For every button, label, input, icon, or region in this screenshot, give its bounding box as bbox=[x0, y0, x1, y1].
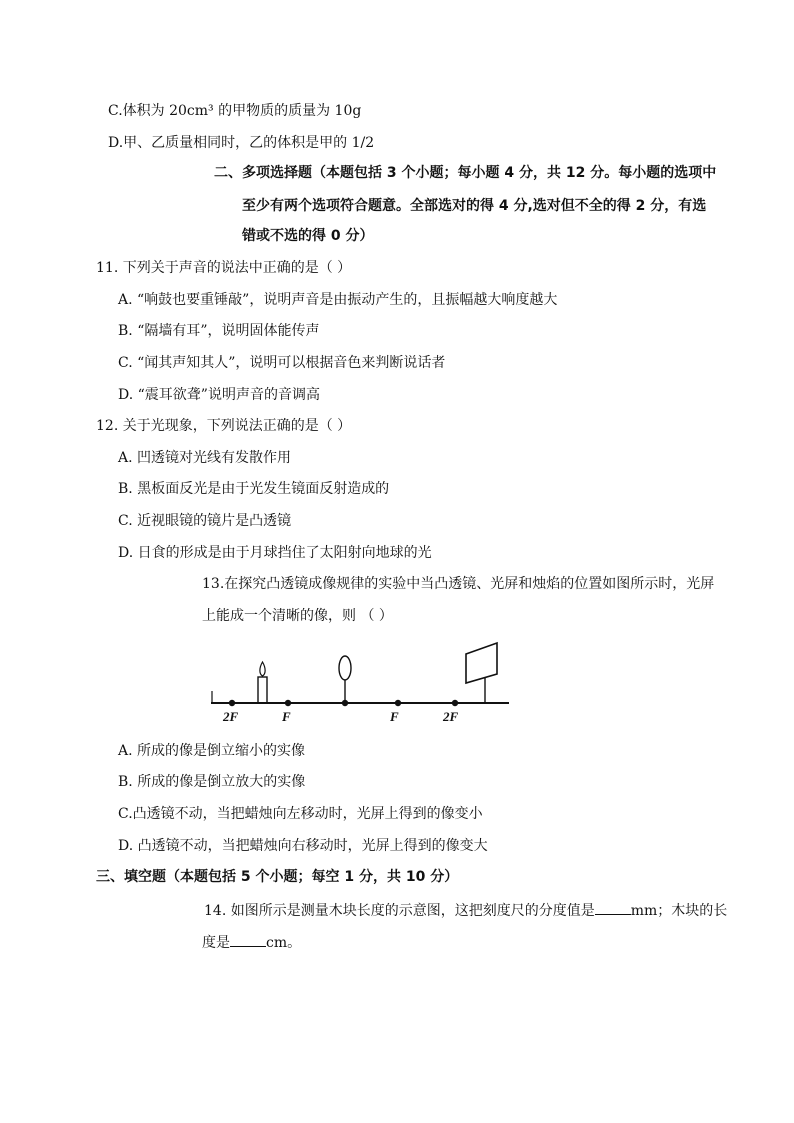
section3-heading: 三、填空题（本题包括 5 个小题；每空 1 分，共 10 分） bbox=[96, 869, 459, 885]
q11-option-a: A. “响鼓也要重锤敲”，说明声音是由振动产生的，且振幅越大响度越大 bbox=[118, 292, 558, 308]
light-screen bbox=[466, 643, 497, 683]
q12-option-d: D. 日食的形成是由于月球挡住了太阳射向地球的光 bbox=[118, 545, 432, 561]
q14-line1 bbox=[204, 900, 727, 920]
lens-experiment-figure bbox=[205, 637, 525, 727]
point-f-left bbox=[285, 700, 291, 706]
q13-stem-line1: 13.在探究凸透镜成像规律的实验中当凸透镜、光屏和烛焰的位置如图所示时，光屏 bbox=[202, 576, 715, 592]
candle-flame bbox=[260, 662, 265, 676]
point-2f-left bbox=[229, 700, 235, 706]
q11-stem: 11. 下列关于声音的说法中正确的是（ ） bbox=[96, 260, 352, 276]
q11-option-b: B. “隔墙有耳”，说明固体能传声 bbox=[118, 323, 320, 339]
section2-heading-line3: 错或不选的得 0 分） bbox=[242, 228, 374, 244]
label-f-right: F bbox=[390, 709, 399, 724]
answer-blank-division[interactable] bbox=[595, 900, 631, 915]
q14-text-part1: 14. 如图所示是测量木块长度的示意图，这把刻度尺的分度值是 bbox=[204, 903, 595, 919]
section2-heading-line2: 至少有两个选项符合题意。全部选对的得 4 分,选对但不全的得 2 分，有选 bbox=[242, 198, 707, 214]
label-f-left: F bbox=[282, 709, 291, 724]
q11-option-d: D. “震耳欲聋”说明声音的音调高 bbox=[118, 387, 320, 403]
section2-heading-line1: 二、多项选择题（本题包括 3 个小题；每小题 4 分，共 12 分。每小题的选项中 bbox=[214, 165, 717, 181]
point-f-right bbox=[395, 700, 401, 706]
q14-text-part4: cm。 bbox=[266, 935, 302, 951]
q14-line2 bbox=[202, 932, 301, 952]
q12-stem: 12. 关于光现象，下列说法正确的是（ ） bbox=[96, 418, 352, 434]
q10-option-c: C.体积为 20cm³ 的甲物质的质量为 10g bbox=[108, 103, 362, 119]
q13-option-d: D. 凸透镜不动，当把蜡烛向右移动时，光屏上得到的像变大 bbox=[118, 838, 488, 854]
q11-option-c: C. “闻其声知其人”，说明可以根据音色来判断说话者 bbox=[118, 355, 446, 371]
point-2f-right bbox=[452, 700, 458, 706]
q13-option-c: C.凸透镜不动，当把蜡烛向左移动时，光屏上得到的像变小 bbox=[118, 806, 483, 822]
q12-option-a: A. 凹透镜对光线有发散作用 bbox=[118, 450, 292, 466]
label-2f-right: 2F bbox=[443, 709, 459, 724]
q14-text-part2: mm；木块的长 bbox=[630, 903, 728, 919]
q14-text-part3: 度是 bbox=[202, 935, 230, 951]
candle bbox=[258, 677, 267, 703]
point-lens-center bbox=[342, 700, 348, 706]
q10-option-d: D.甲、乙质量相同时，乙的体积是甲的 1/2 bbox=[108, 135, 375, 151]
q13-option-a: A. 所成的像是倒立缩小的实像 bbox=[118, 743, 306, 759]
q13-stem-line2: 上能成一个清晰的像，则 （ ） bbox=[202, 608, 393, 624]
q13-option-b: B. 所成的像是倒立放大的实像 bbox=[118, 774, 306, 790]
q12-option-b: B. 黑板面反光是由于光发生镜面反射造成的 bbox=[118, 481, 390, 497]
convex-lens bbox=[339, 656, 351, 680]
q12-option-c: C. 近视眼镜的镜片是凸透镜 bbox=[118, 513, 292, 529]
label-2f-left: 2F bbox=[223, 709, 239, 724]
answer-blank-length[interactable] bbox=[230, 932, 266, 947]
